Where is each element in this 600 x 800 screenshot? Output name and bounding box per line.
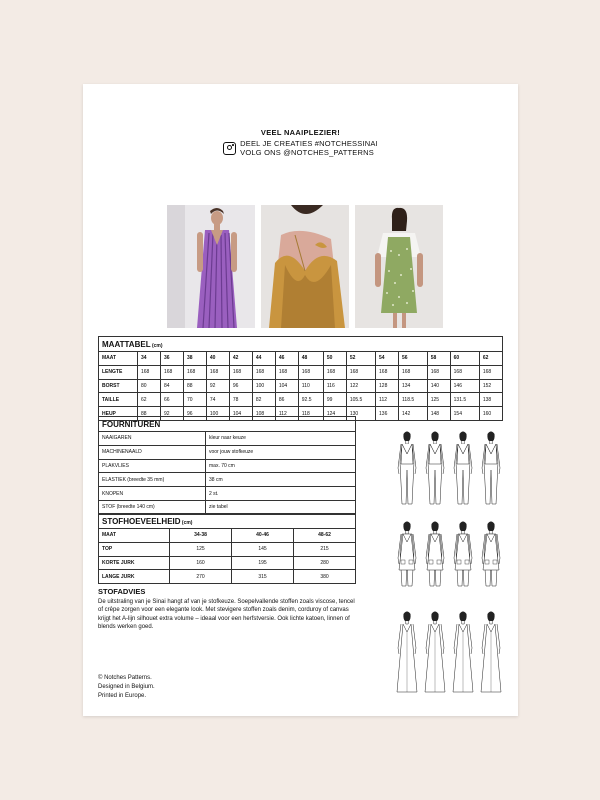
- fabric-title-row: [99, 514, 356, 529]
- notion-value: voor jouw stofkeuze: [206, 445, 356, 459]
- table-row: [99, 542, 356, 556]
- fabric-header-row: [99, 529, 356, 543]
- advice-text: De uitstraling van je Sinai hangt af van je stofkeuze. Soepelvallende stoffen zoals viscose, tencel of crêpe zorgen voor een elegante look. Met stevigere stoffen zoals denim, corduroy of canvas krijgt het A-lijn silhouet extra volume – ideaal voor een herfstversie. Ook lichte katoen, linnen of blends werken goed.: [98, 599, 355, 631]
- size-value-cell: 168: [252, 365, 275, 379]
- size-header-row: [99, 352, 503, 366]
- notions-title-row: [99, 417, 356, 432]
- size-value-cell: 100: [206, 407, 229, 421]
- size-value-cell: 168: [229, 365, 252, 379]
- size-value-cell: 88: [183, 379, 206, 393]
- size-value-cell: 116: [323, 379, 346, 393]
- size-header-cell: 40: [206, 352, 229, 366]
- notion-value: zie tabel: [206, 500, 356, 514]
- size-header-cell: 60: [450, 352, 479, 366]
- size-header-cell: 58: [427, 352, 450, 366]
- notion-value: max. 70 cm: [206, 459, 356, 473]
- size-value-cell: 148: [427, 407, 450, 421]
- size-value-cell: 96: [183, 407, 206, 421]
- social-block: [223, 139, 378, 157]
- garment-label: TOP: [99, 542, 170, 556]
- fabric-value-cell: 280: [294, 556, 356, 570]
- size-value-cell: 105.5: [346, 393, 375, 407]
- size-header-cell: 52: [346, 352, 375, 366]
- photo-green-pinafore: [355, 205, 443, 328]
- size-value-cell: 168: [479, 365, 502, 379]
- fabric-value-cell: 270: [170, 570, 232, 584]
- size-header-label: MAAT: [99, 352, 138, 366]
- size-value-cell: 104: [229, 407, 252, 421]
- size-value-cell: 124: [323, 407, 346, 421]
- size-value-cell: 152: [479, 379, 502, 393]
- size-value-cell: 108: [252, 407, 275, 421]
- table-row: [99, 487, 356, 501]
- size-value-cell: 92: [206, 379, 229, 393]
- size-value-cell: 168: [427, 365, 450, 379]
- follow-handle: VOLG ONS @NOTCHES_PATTERNS: [240, 148, 374, 157]
- notion-label: PLAKVLIES: [99, 459, 206, 473]
- size-header-cell: 34: [138, 352, 161, 366]
- table-row: [99, 393, 503, 407]
- size-value-cell: 168: [399, 365, 428, 379]
- size-value-cell: 104: [275, 379, 298, 393]
- size-value-cell: 160: [479, 407, 502, 421]
- size-header-cell: 38: [183, 352, 206, 366]
- size-value-cell: 84: [160, 379, 183, 393]
- measurement-label: BORST: [99, 379, 138, 393]
- fabric-table: [98, 513, 356, 584]
- table-row: [99, 365, 503, 379]
- size-value-cell: 96: [229, 379, 252, 393]
- page-header: [83, 128, 518, 160]
- size-value-cell: 99: [323, 393, 346, 407]
- size-header-cell: 62: [479, 352, 502, 366]
- size-value-cell: 128: [376, 379, 399, 393]
- size-header-cell: 36: [160, 352, 183, 366]
- size-value-cell: 74: [206, 393, 229, 407]
- size-table-title-row: [99, 337, 503, 352]
- instagram-icon: [223, 142, 236, 155]
- size-header-cell: 46: [275, 352, 298, 366]
- table-title-text: FOURNITUREN: [102, 419, 161, 429]
- fabric-value-cell: 125: [170, 542, 232, 556]
- table-row: [99, 432, 356, 446]
- garment-label: LANGE JURK: [99, 570, 170, 584]
- size-value-cell: 154: [450, 407, 479, 421]
- size-value-cell: 70: [183, 393, 206, 407]
- measurement-label: HEUP: [99, 407, 138, 421]
- fabric-value-cell: 215: [294, 542, 356, 556]
- size-value-cell: 168: [323, 365, 346, 379]
- size-value-cell: 110: [298, 379, 323, 393]
- table-row: [99, 570, 356, 584]
- size-value-cell: 168: [138, 365, 161, 379]
- size-value-cell: 118: [298, 407, 323, 421]
- table-title-text: STOFHOEVEELHEID: [102, 516, 181, 526]
- fabric-header-label: MAAT: [99, 529, 170, 543]
- size-value-cell: 168: [346, 365, 375, 379]
- table-row: [99, 556, 356, 570]
- garment-label: KORTE JURK: [99, 556, 170, 570]
- size-value-cell: 140: [427, 379, 450, 393]
- size-value-cell: 86: [275, 393, 298, 407]
- notion-label: STOF (breedte 140 cm): [99, 500, 206, 514]
- photo-purple-dress: [167, 205, 255, 328]
- size-header-cell: 44: [252, 352, 275, 366]
- fabric-advice: [98, 587, 360, 632]
- table-row: [99, 379, 503, 393]
- fabric-value-cell: 160: [170, 556, 232, 570]
- table-row: [99, 459, 356, 473]
- size-header-cell: 48: [298, 352, 323, 366]
- pattern-page: [83, 84, 518, 716]
- size-value-cell: 142: [399, 407, 428, 421]
- size-value-cell: 118.5: [399, 393, 428, 407]
- size-value-cell: 136: [376, 407, 399, 421]
- size-value-cell: 78: [229, 393, 252, 407]
- size-value-cell: 100: [252, 379, 275, 393]
- table-title: [99, 417, 356, 432]
- size-value-cell: 168: [376, 365, 399, 379]
- size-value-cell: 168: [275, 365, 298, 379]
- notion-value: 2 st.: [206, 487, 356, 501]
- fabric-value-cell: 145: [232, 542, 294, 556]
- photo-satin-top: [261, 205, 349, 328]
- footer-designed: Designed in Belgium.: [98, 684, 155, 690]
- fabric-header-cell: 40-46: [232, 529, 294, 543]
- size-value-cell: 80: [138, 379, 161, 393]
- notion-label: KNOPEN: [99, 487, 206, 501]
- footer-printed: Printed in Europe.: [98, 693, 147, 699]
- advice-title: STOFADVIES: [98, 587, 146, 596]
- size-table: [98, 336, 503, 421]
- fabric-header-cell: 48-62: [294, 529, 356, 543]
- table-title-text: MAATTABEL: [102, 339, 151, 349]
- notion-label: NAAIGAREN: [99, 432, 206, 446]
- table-unit: (cm): [180, 519, 193, 526]
- size-value-cell: 168: [298, 365, 323, 379]
- size-value-cell: 112: [275, 407, 298, 421]
- fabric-value-cell: 195: [232, 556, 294, 570]
- size-value-cell: 122: [346, 379, 375, 393]
- size-header-cell: 56: [399, 352, 428, 366]
- size-value-cell: 168: [206, 365, 229, 379]
- size-value-cell: 92.5: [298, 393, 323, 407]
- table-row: [99, 473, 356, 487]
- table-row: [99, 445, 356, 459]
- technical-drawings: [391, 428, 509, 708]
- fabric-header-cell: 34-38: [170, 529, 232, 543]
- size-value-cell: 88: [138, 407, 161, 421]
- table-unit: (cm): [150, 342, 163, 349]
- notions-table: [98, 416, 356, 515]
- table-title: [99, 337, 503, 352]
- header-title: VEEL NAAIPLEZIER!: [260, 128, 341, 137]
- size-header-cell: 50: [323, 352, 346, 366]
- size-value-cell: 134: [399, 379, 428, 393]
- measurement-label: TAILLE: [99, 393, 138, 407]
- size-value-cell: 168: [450, 365, 479, 379]
- notion-value: 38 cm: [206, 473, 356, 487]
- size-value-cell: 130: [346, 407, 375, 421]
- notion-label: ELASTIEK (breedte 35 mm): [99, 473, 206, 487]
- notion-label: MACHINENAALD: [99, 445, 206, 459]
- size-value-cell: 82: [252, 393, 275, 407]
- measurement-label: LENGTE: [99, 365, 138, 379]
- size-value-cell: 168: [160, 365, 183, 379]
- page-footer: [98, 674, 155, 701]
- notion-value: kleur naar keuze: [206, 432, 356, 446]
- fabric-value-cell: 315: [232, 570, 294, 584]
- fabric-value-cell: 380: [294, 570, 356, 584]
- size-value-cell: 112: [376, 393, 399, 407]
- table-title: [99, 514, 356, 529]
- size-value-cell: 62: [138, 393, 161, 407]
- size-header-cell: 42: [229, 352, 252, 366]
- footer-copyright: © Notches Patterns.: [98, 675, 152, 681]
- size-value-cell: 168: [183, 365, 206, 379]
- size-header-cell: 54: [376, 352, 399, 366]
- share-hashtag: DEEL JE CREATIES #NOTCHESSINAI: [240, 139, 378, 148]
- size-value-cell: 138: [479, 393, 502, 407]
- size-value-cell: 131.5: [450, 393, 479, 407]
- size-value-cell: 146: [450, 379, 479, 393]
- size-value-cell: 125: [427, 393, 450, 407]
- size-value-cell: 92: [160, 407, 183, 421]
- size-value-cell: 66: [160, 393, 183, 407]
